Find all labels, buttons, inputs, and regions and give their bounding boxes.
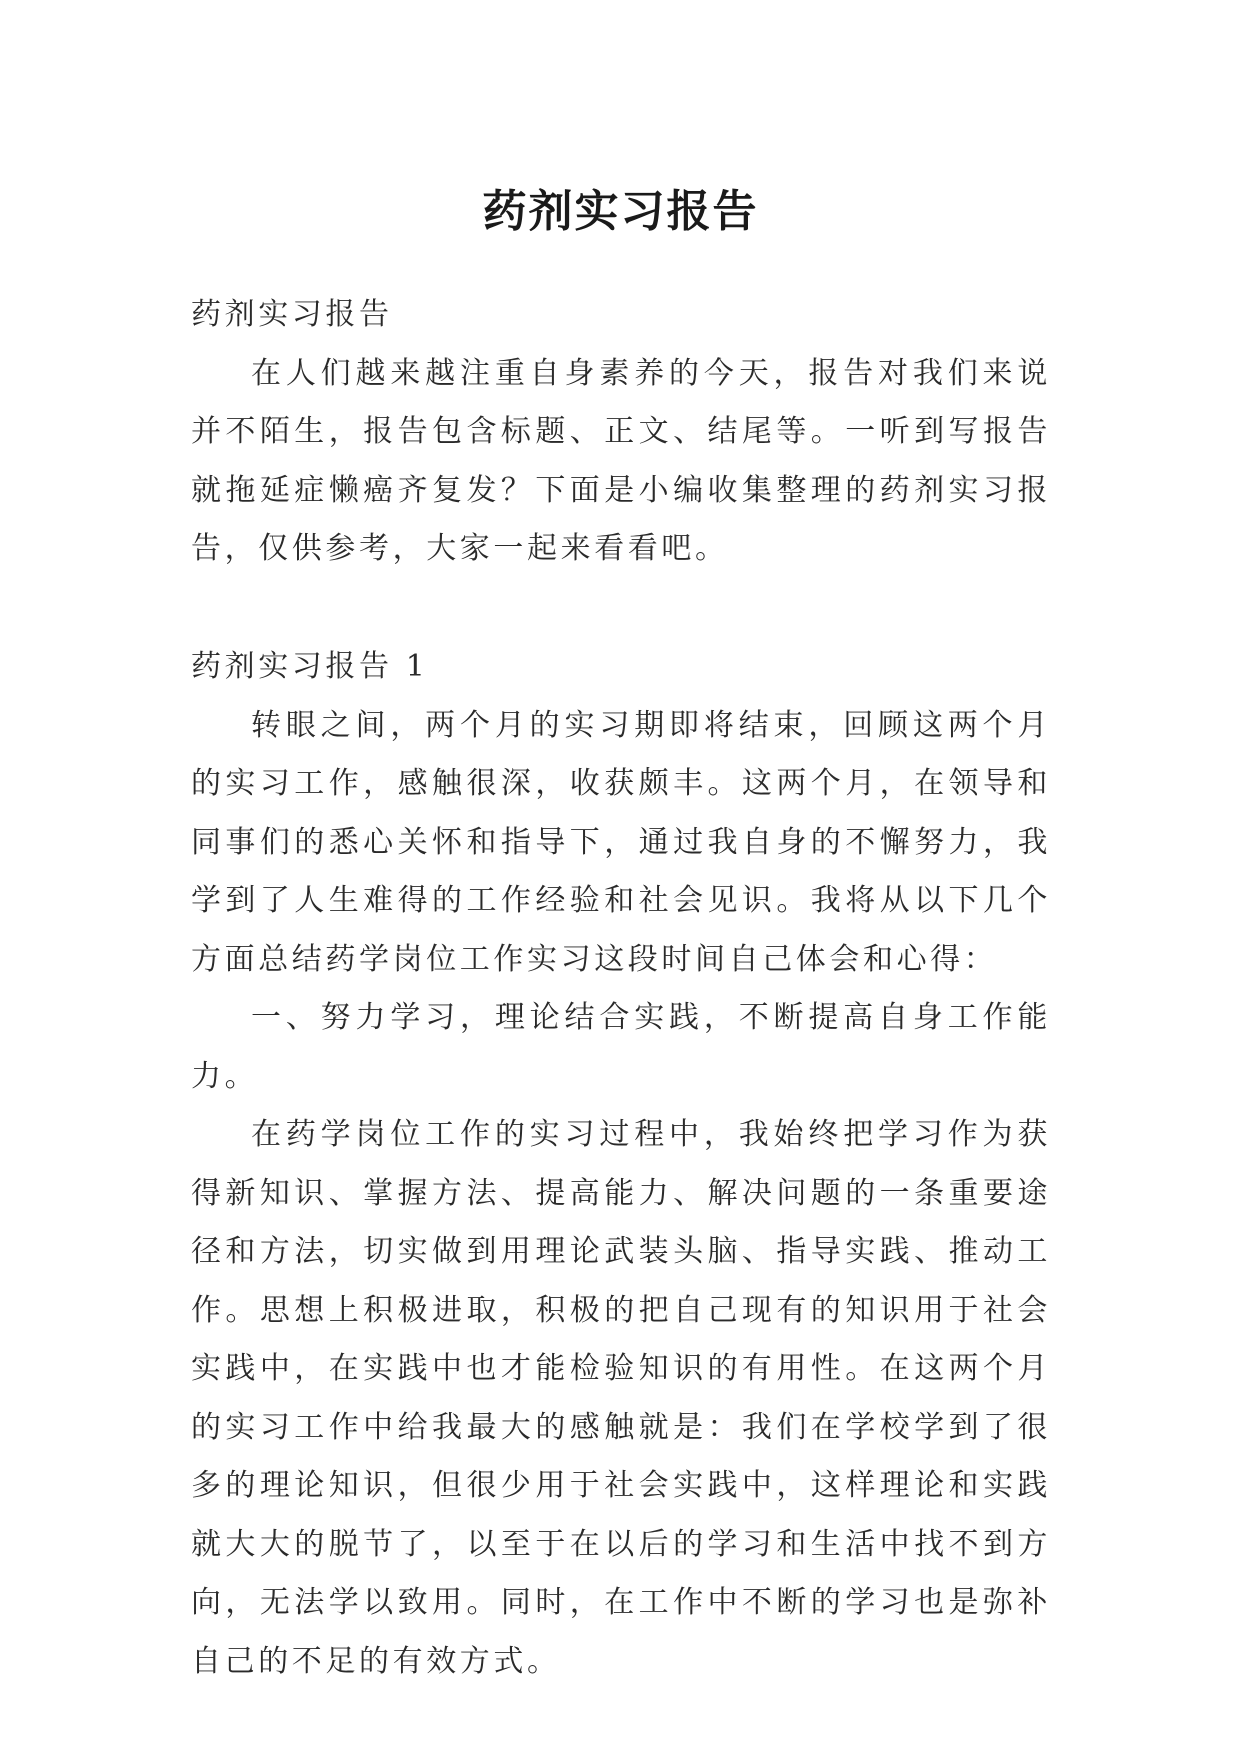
- document-title: 药剂实习报告: [482, 186, 759, 238]
- report-1-paragraph-2: 在药学岗位工作的实习过程中，我始终把学习作为获得新知识、掌握方法、提高能力、解决问题的一条重要途径和方法，切实做到用理论武装头脑、指导实践、推动工作。思想上积极进取，积极的把自己现有的知识用于社会实践中，在实践中也才能检验知识的有用性。在这两个月的实习工作中给我最大的感触就是：我们在学校学到了很多的理论知识，但很少用于社会实践中，这样理论和实践就大大的脱节了，以至于在以后的学习和生活中找不到方向，无法学以致用。同时，在工作中不断的学习也是弥补自己的不足的有效方式。: [191, 1117, 1051, 1679]
- intro-heading: 药剂实习报告: [191, 297, 393, 332]
- report-1-paragraph-1: 转眼之间，两个月的实习期即将结束，回顾这两个月的实习工作，感触很深，收获颇丰。这两个月，在领导和同事们的悉心关怀和指导下，通过我自身的不懈努力，我学到了人生难得的工作经验和社会见识。我将从以下几个方面总结药学岗位工作实习这段时间自己体会和心得：: [191, 707, 1051, 977]
- report-1-subheading-1: 一、努力学习，理论结合实践，不断提高自身工作能力。: [191, 1000, 1051, 1094]
- report-1-heading: 药剂实习报告 1: [191, 649, 429, 684]
- report-1-section: [191, 638, 1051, 1691]
- intro-section: [191, 286, 1051, 579]
- intro-paragraph: 在人们越来越注重自身素养的今天，报告对我们来说并不陌生，报告包含标题、正文、结尾等。一听到写报告就拖延症懒癌齐复发？下面是小编收集整理的药剂实习报告，仅供参考，大家一起来看看吧。: [191, 355, 1051, 566]
